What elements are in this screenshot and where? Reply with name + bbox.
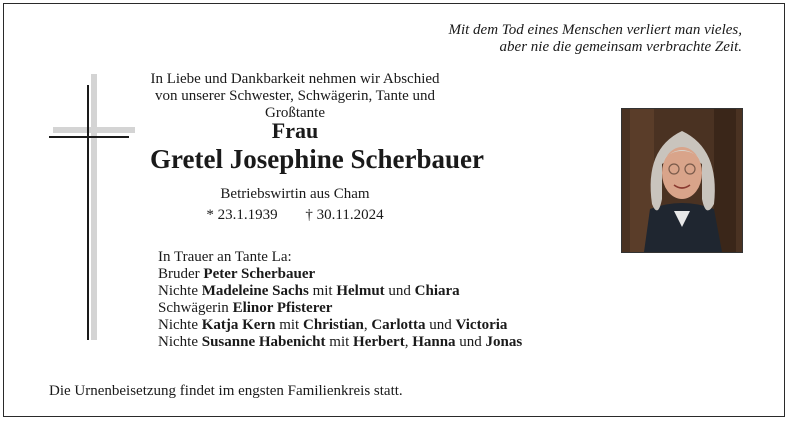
mourners-list — [158, 249, 522, 351]
relation-label: Nichte — [158, 283, 202, 299]
mourner-line — [158, 300, 522, 317]
mourner-line — [158, 266, 522, 283]
deceased-name: Gretel Josephine Scherbauer — [150, 144, 484, 174]
cross-shadow-vertical — [91, 74, 97, 340]
mourner-name: Herbert — [353, 334, 405, 350]
connector-text: mit — [308, 283, 337, 299]
mourner-name: Elinor Pfisterer — [232, 300, 333, 316]
mourner-name: Christian — [302, 317, 364, 333]
intro-line-1: In Liebe und Dankbarkeit nehmen wir Abschied — [150, 71, 440, 87]
mourner-name: Jonas — [485, 334, 523, 350]
intro-line-2: von unserer Schwester, Schwägerin, Tante und Großtante — [154, 88, 436, 121]
connector-text: mit — [275, 317, 303, 333]
mourner-name: Susanne Habenicht — [201, 334, 326, 350]
mourners-intro: In Trauer an Tante La: — [158, 249, 292, 265]
portrait-photo — [621, 108, 743, 253]
closing-note: Die Urnenbeisetzung findet im engsten Familienkreis statt. — [49, 383, 403, 399]
connector-text: und — [384, 283, 415, 299]
cross-line-vertical — [87, 85, 89, 340]
intro-text — [150, 71, 440, 122]
connector-text: , — [404, 334, 413, 350]
life-dates — [150, 207, 440, 224]
quote — [448, 22, 742, 56]
mourner-line — [158, 317, 522, 334]
quote-line-2: aber nie die gemeinsam verbrachte Zeit. — [499, 39, 742, 55]
connector-text: und — [425, 317, 456, 333]
mourner-name: Katja Kern — [201, 317, 276, 333]
mourner-name: Helmut — [336, 283, 385, 299]
cross-shadow-horizontal — [53, 127, 135, 133]
relation-label: Nichte — [158, 334, 202, 350]
deceased-occupation: Betriebswirtin aus Cham — [220, 186, 370, 202]
mourner-name: Chiara — [414, 283, 460, 299]
relation-label: Schwägerin — [158, 300, 233, 316]
birth-date: * 23.1.1939 — [206, 207, 278, 223]
connector-text: mit — [325, 334, 354, 350]
relation-label: Bruder — [158, 266, 204, 282]
connector-text: , — [363, 317, 372, 333]
mourner-name: Carlotta — [371, 317, 426, 333]
portrait-illustration — [622, 109, 742, 252]
mourner-line — [158, 334, 522, 351]
cross-line-horizontal — [49, 136, 129, 138]
mourner-line — [158, 283, 522, 300]
quote-line-1: Mit dem Tod eines Menschen verliert man vieles, — [448, 22, 742, 38]
death-date: † 30.11.2024 — [305, 207, 384, 223]
mourner-name: Victoria — [455, 317, 508, 333]
connector-text: und — [455, 334, 486, 350]
relation-label: Nichte — [158, 317, 202, 333]
mourner-name: Hanna — [412, 334, 456, 350]
mourner-name: Madeleine Sachs — [201, 283, 309, 299]
mourner-name: Peter Scherbauer — [203, 266, 316, 282]
salutation: Frau — [271, 118, 319, 143]
